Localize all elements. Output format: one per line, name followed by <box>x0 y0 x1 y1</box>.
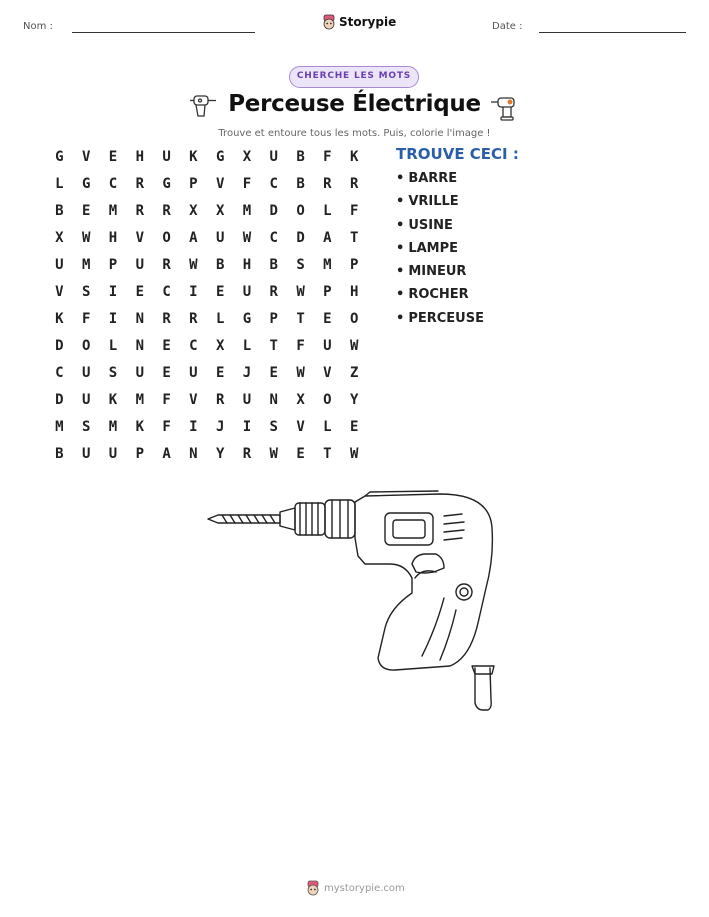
word-text: VRILLE <box>408 194 459 210</box>
date-line <box>539 32 686 33</box>
word-text: USINE <box>408 217 453 233</box>
grid-cell: I <box>189 419 198 435</box>
grid-cell: E <box>162 338 171 354</box>
word-list-item <box>396 194 484 217</box>
grid-cell: R <box>162 257 171 273</box>
footer <box>306 880 405 896</box>
grid-cell: W <box>242 230 252 246</box>
grid-cell: C <box>189 338 198 354</box>
grid-cell: W <box>296 284 305 300</box>
grid-cell: O <box>162 230 171 246</box>
name-line <box>72 32 255 33</box>
grid-row <box>46 364 368 391</box>
grid-cell: U <box>81 446 91 462</box>
grid-cell: X <box>215 203 225 219</box>
grid-cell: U <box>81 365 91 381</box>
grid-cell: P <box>349 257 359 273</box>
grid-cell: W <box>189 257 198 273</box>
grid-cell: V <box>323 365 332 381</box>
grid-cell: X <box>215 338 225 354</box>
grid-cell: U <box>135 365 144 381</box>
grid-cell: B <box>296 176 305 192</box>
grid-cell: U <box>162 149 171 165</box>
grid-cell: U <box>323 338 332 354</box>
grid-cell: H <box>242 257 252 273</box>
grid-cell: P <box>269 311 278 327</box>
grid-cell: I <box>189 284 198 300</box>
grid-cell: L <box>55 176 64 192</box>
bullet: • <box>396 240 405 256</box>
grid-cell: E <box>162 365 171 381</box>
electric-drill-illustration <box>200 488 510 716</box>
grid-cell: N <box>269 392 278 408</box>
grid-cell: M <box>242 203 252 219</box>
grid-cell: V <box>189 392 198 408</box>
grid-cell: E <box>215 365 225 381</box>
grid-cell: O <box>81 338 91 354</box>
bullet: • <box>396 171 405 186</box>
grid-cell: X <box>55 230 64 246</box>
grid-cell: R <box>162 203 171 219</box>
grid-cell: P <box>323 284 332 300</box>
brand-logo <box>322 14 396 30</box>
grid-cell: B <box>215 257 225 273</box>
grid-cell: P <box>135 446 144 462</box>
grid-cell: D <box>269 203 278 219</box>
grid-cell: G <box>81 176 91 192</box>
word-text: MINEUR <box>408 264 467 280</box>
drill-right-icon <box>489 90 521 122</box>
bullet: • <box>396 264 405 280</box>
word-list-heading: TROUVE CECI : <box>396 145 519 163</box>
grid-row <box>46 337 368 364</box>
grid-cell: E <box>349 419 359 435</box>
grid-cell: E <box>135 284 144 300</box>
grid-cell: D <box>55 338 64 354</box>
grid-cell: U <box>242 392 252 408</box>
grid-row <box>46 175 368 202</box>
grid-cell: E <box>215 284 225 300</box>
grid-cell: M <box>323 257 332 273</box>
grid-cell: E <box>108 149 118 165</box>
grid-cell: U <box>269 149 278 165</box>
grid-cell: F <box>349 203 359 219</box>
grid-cell: C <box>162 284 171 300</box>
grid-cell: K <box>189 149 198 165</box>
grid-cell: C <box>55 365 64 381</box>
grid-cell: O <box>296 203 305 219</box>
grid-cell: K <box>108 392 118 408</box>
grid-cell: U <box>189 365 198 381</box>
grid-cell: B <box>55 203 64 219</box>
grid-cell: P <box>189 176 198 192</box>
grid-cell: R <box>215 392 225 408</box>
grid-cell: M <box>81 257 91 273</box>
grid-cell: C <box>108 176 118 192</box>
grid-cell: F <box>242 176 252 192</box>
grid-cell: E <box>323 311 332 327</box>
grid-cell: J <box>242 365 252 381</box>
grid-cell: S <box>269 419 278 435</box>
grid-cell: T <box>296 311 305 327</box>
grid-cell: A <box>162 446 171 462</box>
grid-cell: S <box>81 284 91 300</box>
grid-cell: H <box>108 230 118 246</box>
grid-cell: K <box>349 149 359 165</box>
grid-cell: W <box>349 338 359 354</box>
word-list-item <box>396 218 484 241</box>
grid-cell: R <box>189 311 198 327</box>
grid-cell: B <box>296 149 305 165</box>
grid-cell: K <box>135 419 144 435</box>
grid-cell: U <box>242 284 252 300</box>
grid-cell: K <box>55 311 64 327</box>
grid-row <box>46 256 368 283</box>
grid-cell: V <box>81 149 91 165</box>
grid-row <box>46 310 368 337</box>
grid-row <box>46 229 368 256</box>
grid-cell: D <box>296 230 305 246</box>
grid-cell: X <box>189 203 198 219</box>
grid-cell: L <box>215 311 225 327</box>
grid-cell: I <box>108 311 118 327</box>
grid-cell: F <box>323 149 332 165</box>
word-list-item <box>396 311 484 334</box>
footer-url: mystorypie.com <box>324 882 405 894</box>
word-list-item <box>396 241 484 264</box>
grid-cell: L <box>242 338 252 354</box>
grid-cell: W <box>269 446 278 462</box>
date-label: Date : <box>492 21 523 32</box>
grid-cell: I <box>242 419 252 435</box>
grid-cell: G <box>242 311 252 327</box>
grid-cell: R <box>242 446 252 462</box>
bullet: • <box>396 287 405 303</box>
grid-cell: A <box>189 230 198 246</box>
grid-cell: Y <box>215 446 225 462</box>
grid-cell: L <box>108 338 118 354</box>
instructions: Trouve et entoure tous les mots. Puis, colorie l'image ! <box>218 128 491 139</box>
grid-cell: G <box>55 149 64 165</box>
word-list-item <box>396 287 484 310</box>
grid-cell: E <box>269 365 278 381</box>
grid-cell: V <box>215 176 225 192</box>
word-text: PERCEUSE <box>408 310 484 326</box>
grid-cell: F <box>296 338 305 354</box>
grid-cell: F <box>162 419 171 435</box>
grid-cell: B <box>269 257 278 273</box>
grid-cell: S <box>108 365 118 381</box>
grid-cell: O <box>323 392 332 408</box>
grid-cell: U <box>135 257 144 273</box>
word-list <box>396 171 484 334</box>
grid-row <box>46 148 368 175</box>
grid-cell: U <box>215 230 225 246</box>
grid-cell: S <box>81 419 91 435</box>
grid-cell: R <box>269 284 278 300</box>
grid-cell: L <box>323 203 332 219</box>
grid-cell: M <box>135 392 144 408</box>
grid-cell: L <box>323 419 332 435</box>
page-title: Perceuse Électrique <box>228 91 481 117</box>
grid-cell: M <box>108 203 118 219</box>
bullet: • <box>396 194 405 210</box>
grid-cell: A <box>323 230 332 246</box>
grid-row <box>46 418 368 445</box>
grid-cell: C <box>269 176 278 192</box>
word-text: LAMPE <box>408 240 459 256</box>
grid-cell: N <box>135 338 144 354</box>
word-text: ROCHER <box>408 287 469 303</box>
grid-cell: O <box>349 311 359 327</box>
grid-cell: M <box>55 419 64 435</box>
grid-cell: G <box>215 149 225 165</box>
grid-cell: U <box>55 257 64 273</box>
storypie-mascot-icon <box>322 14 336 30</box>
grid-cell: Z <box>349 365 359 381</box>
grid-cell: N <box>189 446 198 462</box>
grid-cell: W <box>81 230 91 246</box>
grid-row <box>46 283 368 310</box>
grid-cell: E <box>296 446 305 462</box>
grid-cell: E <box>81 203 91 219</box>
storypie-mascot-icon <box>306 880 320 896</box>
grid-row <box>46 391 368 418</box>
word-list-item <box>396 171 484 194</box>
grid-cell: M <box>108 419 118 435</box>
grid-cell: F <box>162 392 171 408</box>
grid-cell: Y <box>349 392 359 408</box>
grid-cell: U <box>81 392 91 408</box>
grid-cell: I <box>108 284 118 300</box>
word-list-item <box>396 264 484 287</box>
activity-badge: CHERCHE LES MOTS <box>289 66 419 88</box>
bullet: • <box>396 310 405 326</box>
grid-cell: T <box>323 446 332 462</box>
grid-cell: N <box>135 311 144 327</box>
grid-cell: S <box>296 257 305 273</box>
grid-cell: W <box>296 365 305 381</box>
brand-name: Storypie <box>339 15 397 29</box>
grid-cell: H <box>135 149 144 165</box>
word-text: BARRE <box>408 171 458 186</box>
grid-cell: R <box>349 176 359 192</box>
grid-cell: X <box>242 149 252 165</box>
grid-cell: R <box>162 311 171 327</box>
word-search-grid <box>46 148 368 472</box>
grid-cell: X <box>296 392 305 408</box>
grid-cell: R <box>323 176 332 192</box>
grid-cell: P <box>108 257 118 273</box>
grid-cell: U <box>108 446 118 462</box>
grid-cell: G <box>162 176 171 192</box>
grid-cell: D <box>55 392 64 408</box>
grid-cell: T <box>349 230 359 246</box>
grid-cell: C <box>269 230 278 246</box>
grid-row <box>46 202 368 229</box>
grid-cell: T <box>269 338 278 354</box>
grid-cell: V <box>55 284 64 300</box>
grid-cell: J <box>215 419 225 435</box>
grid-row <box>46 445 368 472</box>
bullet: • <box>396 217 405 233</box>
grid-cell: H <box>349 284 359 300</box>
name-label: Nom : <box>23 21 53 32</box>
grid-cell: R <box>135 203 144 219</box>
grid-cell: R <box>135 176 144 192</box>
grid-cell: F <box>81 311 91 327</box>
grid-cell: W <box>349 446 359 462</box>
grid-cell: V <box>296 419 305 435</box>
grid-cell: B <box>55 446 64 462</box>
grid-cell: V <box>135 230 144 246</box>
